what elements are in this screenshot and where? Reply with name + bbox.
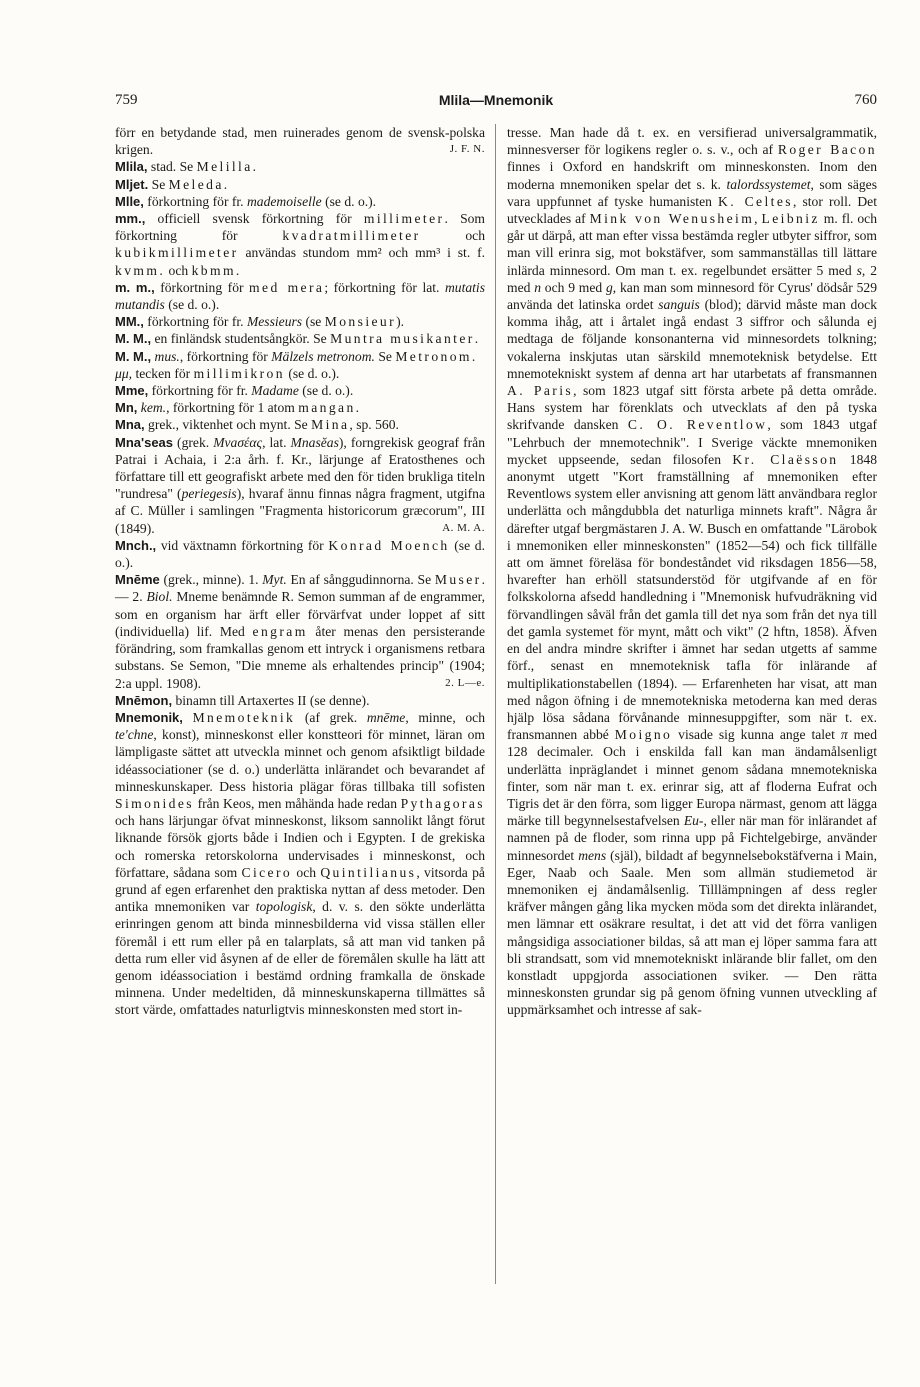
- entry-continuation: förr en betydande stad, men ruinerades genom de svensk-polska krigen. J. F. N.: [115, 125, 485, 158]
- headword: Mna'seas: [115, 434, 174, 450]
- headword: Mnemonik,: [115, 709, 183, 725]
- running-title: Mlila—Mnemonik: [438, 92, 554, 108]
- entry-mn: Mn, kem., förkortning för 1 atom mangan.: [115, 400, 360, 416]
- entry-m-m: m. m., förkortning för med mera; förkortning för lat. mutatis mutandis (se d. o.).: [115, 279, 485, 313]
- author-signature: J. F. N.: [449, 143, 485, 156]
- page-number-right: 760: [854, 92, 877, 108]
- author-signature: A. M. A.: [442, 521, 485, 534]
- headword: Mlle,: [115, 193, 144, 209]
- entry-M-M-mus: M. M., mus., förkortning för Mälzels metronom. Se Metronom.: [115, 348, 476, 364]
- page-header: [115, 90, 877, 110]
- entry-mme: Mme, förkortning för fr. Madame (se d. o.).: [115, 383, 354, 399]
- entry-M-M-choir: M. M., en finländsk studentsångkör. Se Muntra musikanter.: [115, 331, 479, 347]
- headword: m. m.,: [115, 279, 155, 295]
- headword: Mljet.: [115, 176, 149, 192]
- headword: M. M.,: [115, 331, 152, 347]
- entry-mljet: Mljet. Se Meleda.: [115, 176, 228, 192]
- entry-mnemonik-continued: tresse. Man hade då t. ex. en versifierad universalgrammatik, minnesverser för logikens regler o. s. v., och af Roger Bacon finnes i Oxford en handskrift om minneskonsten. Inom den moderna mnemoniken spelar det s. k. talordssystemet, som säges vara uppfunnet af tyske humanisten K. Celtes, stor roll. Det utvecklades af Mink von Wenusheim, Leibniz m. fl. och går ut därpå, att man efter vissa bestämda regler utbyter siffror, som man vill erinra sig, mot bokstäfver, som sammanställas till lättare inlärda minnesord. Om man t. ex. regelbundet ersätter 5 med s, 2 med n och 9 med g, kan man som minnesord för Cyrus' dödsår 529 använda det latinska ordet sanguis (blod); därvid måste man dock komma ihåg, att i årtalet ingå endast 3 siffror och sålunda ej medtaga de följande konsonanterna vid minnesordets tolkning; vokalerna inskjutas utan särskild mnemoteknisk betydelse. Ett mnemotekniskt system af denna art har utarbetats af fransmannen A. Paris, som 1823 utgaf sitt första arbete på detta område. Hans system har förenklats och utvecklats af den på tyska skrifvande dansken C. O. Reventlow, som 1843 utgaf "Lehrbuch der mnemotechnik". I Sverige väckte mnemoniken mycket uppseende, sedan filosofen Kr. Claësson 1848 anonymt utgett "Kort framställning af mnemoniken efter Reventlows system eller anvisning att genom lätt användbara reglor underlätta och mångdubbla det naturliga minnets kraft". Några år därefter utgaf bergmästaren J. A. W. Busch en omfattande "Lärobok i mnemoniken eller minneskonsten" (1852—54) och fick tillfälle att om ämnet föreläsa för bondeståndet vid riksdagen 1856—58, hvarefter han erhöll statsunderstöd för utgifvande af en för folkskolorna afsedd handledning i "Mnemonisk hufvudräkning vid förvandlingen såväl från det gamla till det nya som från det nya till det gamla systemet för mynt, mått och vikt" (2 hftn, 1858). Äfven en del andra mindre skrifter i ämnet har sedan utgetts af samme förf., senast en mnemoteknisk tafla för inlärande af multiplikationstabellen (1894). — Erfarenheten har visat, att man med någon öfning i de mnemotekniska metoderna kan med deras hjälp lösa sådana förvånande minnesuppgifter, som när t. ex. fransmannen abbé Moigno visade sig kunna ange talet π med 128 decimaler. Och i enskilda fall kan man ändamålsenligt underlätta inpräglandet i minnet genom sådana mnemotekniska finter, som när man t. ex. erinrar sig, att af floderna Eufrat och Tigris det är den förra, som ligger Europa närmast, genom att lägga märke till begynnelsestafvelsen Eu-, eller när man för inlärandet af namnen på de floder, som rinna upp på Fichtelgebirge, använder minnesordet mens (själ), bildadt af begynnelsebokstäfverna i Main, Eger, Naab och Saale. Men som allmän studiemetod är mnemoniken ej ändamålsenlig. Tilllämpningen af dess regler kräfver mången gång lika mycken möda som det direkta inlärandet, men lämnar ett osäkrare resultat, i det att vid det förra vanligen mångsidiga associationer bildas, så att man ej löper samma fara att bli strandsatt, som vid mnemotekniskt inlärande blir fallet, om den konstladt uppgjorda associationen sviker. — Den rätta minneskonsten grundar sig på genom öfning vunnen utveckling af uppmärksamhet och intresse af sak-: [507, 125, 878, 1018]
- headword: Mnch.,: [115, 537, 157, 553]
- entry-mnch: Mnch., vid växtnamn förkortning för Konrad Moench (se d. o.).: [115, 537, 486, 571]
- entry-mlle: Mlle, förkortning för fr. mademoiselle (se d. o.).: [115, 193, 377, 209]
- headword: Mme,: [115, 383, 149, 399]
- entry-mnaseas: Mna'seas (grek. Mvaσέας, lat. Mnasĕas), forngrekisk geograf från Patrai i Achaia, i 2:a årh. f. Kr., lärjunge af Eratosthenes och författare till ett geografiskt arbete med den för tiden brukliga titeln "rundresa" (periegesis), hvaraf ännu finnas några fragment, utgifna af C. Müller i samlingen "Fragmenta historicorum græcorum", III (1849). A. M. A.: [115, 434, 485, 536]
- entry-mnemon: Mnēmon, binamn till Artaxertes II (se denne).: [115, 692, 370, 708]
- entry-mm: mm., officiell svensk förkortning för millimeter. Som förkortning för kvadratmillimeter och kubikmillimeter användas stundom mm² och mm³ i st. f. kvmm. och kbmm.: [115, 211, 486, 278]
- headword: Mna,: [115, 417, 145, 433]
- headword: mm.,: [115, 211, 146, 227]
- entry-mlila: Mlila, stad. Se Melilla.: [115, 159, 257, 175]
- column-divider: [495, 124, 496, 1284]
- entry-mumu: μμ, tecken för millimikron (se d. o.).: [115, 365, 340, 381]
- entry-mna: Mna, grek., viktenhet och mynt. Se Mina, sp. 560.: [115, 417, 399, 433]
- headword: Mlila,: [115, 159, 148, 175]
- headword: Mn,: [115, 400, 138, 416]
- headword: M. M.,: [115, 348, 152, 364]
- right-column: [507, 124, 877, 1019]
- headword: μμ,: [115, 365, 133, 381]
- entry-MM: MM., förkortning för fr. Messieurs (se Monsieur).: [115, 314, 404, 330]
- left-column: [115, 124, 485, 1019]
- headword: Mnēme: [115, 572, 160, 588]
- headword: MM.,: [115, 314, 144, 330]
- author-signature: 2. L—e.: [445, 676, 485, 689]
- headword: Mnēmon,: [115, 692, 173, 708]
- entry-mnemonik: Mnemonik, Mnemoteknik (af grek. mnēme, minne, och te'chne, konst), minneskonst eller konstteori för minnet, läran om lämpligaste sättet att utveckla minnet och genom afsiktligt bildade idéassociationer (se d. o.) underlätta inlärandet och bevarandet af minneskunskaper. Dess historia plägar föras tillbaka till sofisten Simonides från Keos, men måhända hade redan Pythagoras och hans lärjungar öfvat minneskonst, liksom sannolikt långt förut liknande försök gjorts både i Indien och i Egypten. I de grekiska och romerska retorskolorna undervisades i minneskonst, och författare, sådana som Cicero och Quintilianus, vitsorda på grund af egen erfarenhet den praktiska nyttan af dess metoder. Den antika mnemoniken var topologisk, d. v. s. den sökte underlätta erinringen genom att binda minnesbilderna vid vissa ställen eller föremål i ett rum eller på en talarplats, så att man vid tanken på detta rum eller vid åsynen af de eller de föremålen skulle ha lätt att genom idéassociation i bestämd ordning framkalla de önskade minnena. Under medeltiden, då minneskunskaperna tillmättes så stort värde, omfattades naturligtvis minneskonsten med stort in-: [115, 709, 486, 1018]
- entry-mneme: Mnēme (grek., minne). 1. Myt. En af sånggudinnorna. Se Muser. — 2. Biol. Mneme benämnde R. Semon summan af de engrammer, som en organism har ärft eller förvärfvat under loppet af sitt (individuella) lif. Med engram åter menas den persisterande förändring, som framkallas genom ett intryck i organismens retbara substans. Se Semon, "Die mneme als erhaltendes princip" (1904; 2:a uppl. 1908). 2. L—e.: [115, 572, 485, 691]
- page-number-left: 759: [115, 92, 138, 108]
